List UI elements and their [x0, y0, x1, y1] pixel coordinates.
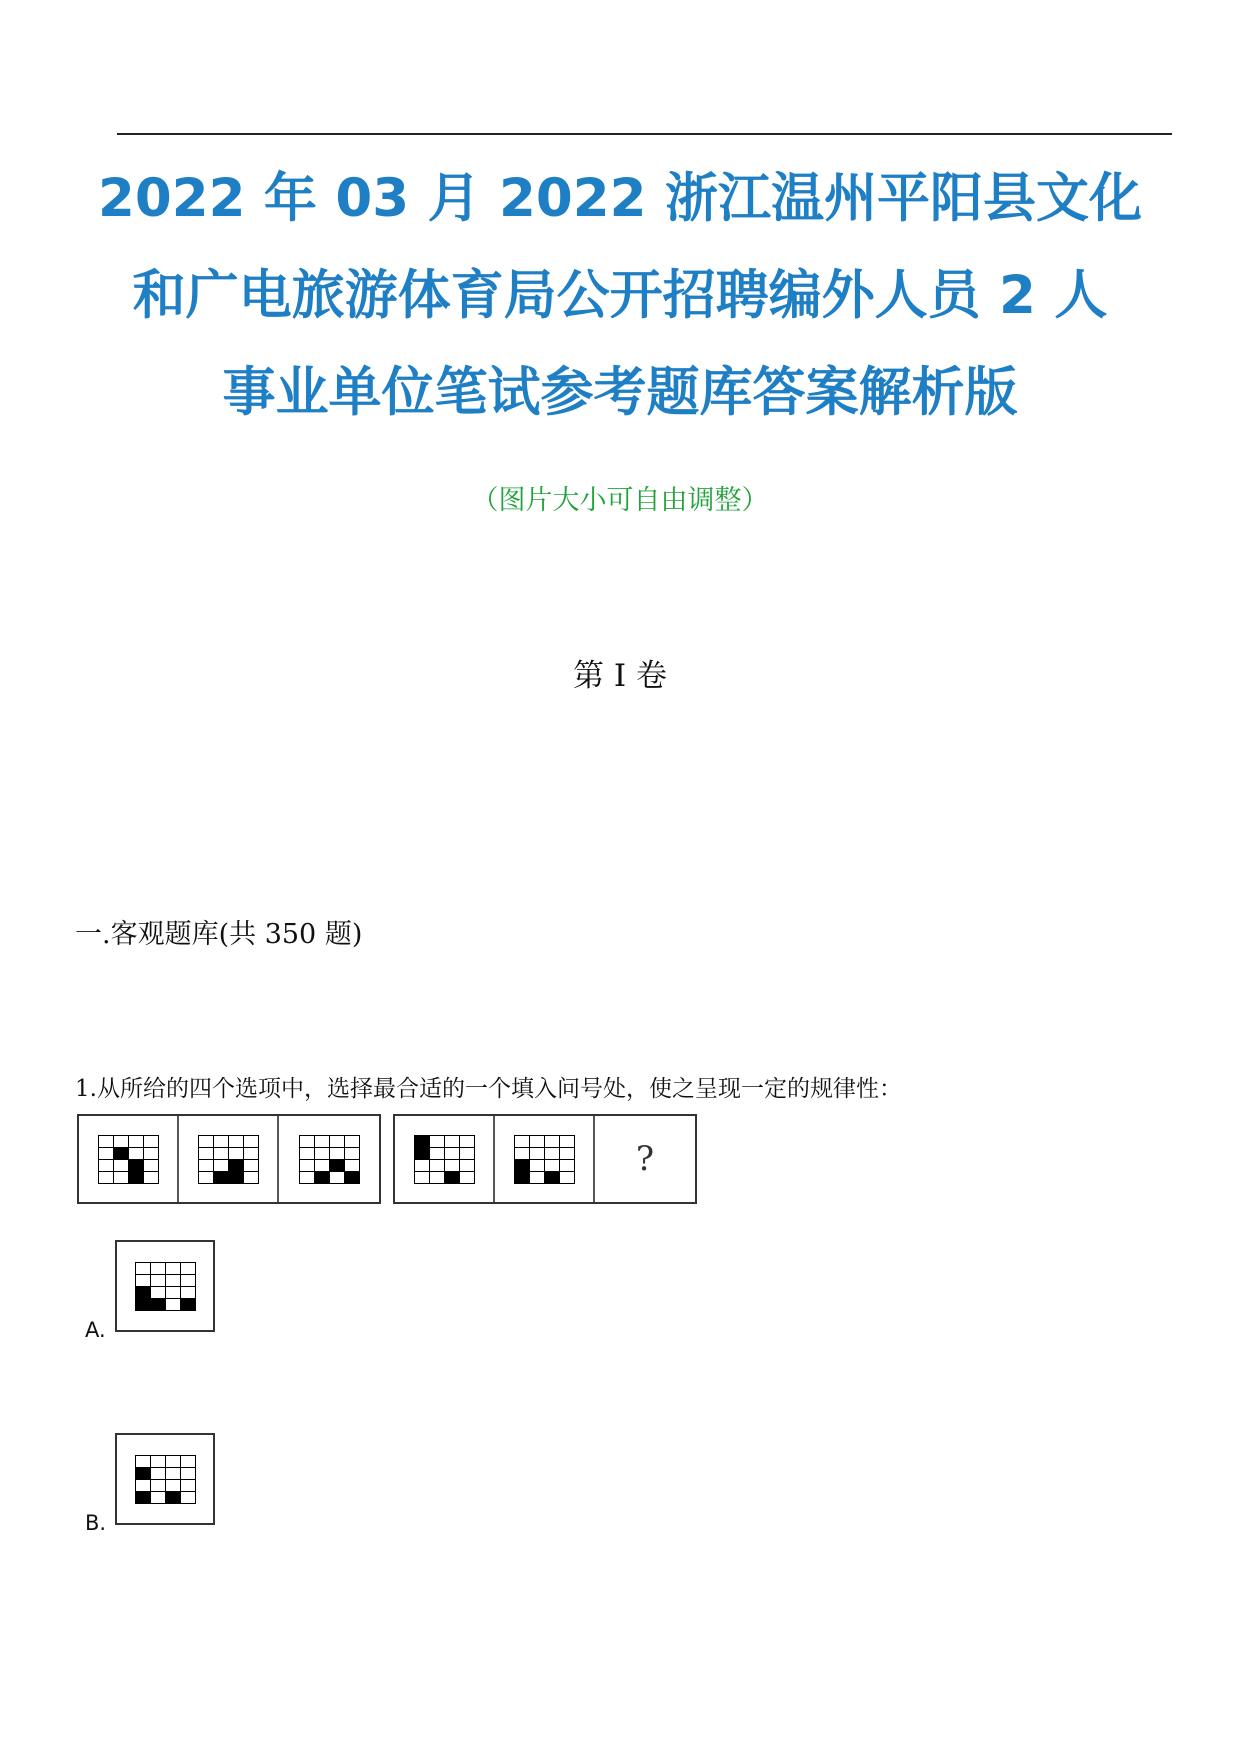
empty-square	[515, 1148, 530, 1160]
filled-square	[445, 1172, 460, 1184]
empty-square	[199, 1160, 214, 1172]
filled-square	[129, 1172, 144, 1184]
empty-square	[151, 1456, 166, 1468]
filled-square	[415, 1148, 430, 1160]
filled-square	[515, 1172, 530, 1184]
pattern-grid	[299, 1135, 360, 1184]
empty-square	[99, 1160, 114, 1172]
filled-square	[330, 1160, 345, 1172]
empty-square	[560, 1160, 575, 1172]
empty-square	[166, 1275, 181, 1287]
filled-square	[345, 1172, 360, 1184]
empty-square	[345, 1148, 360, 1160]
filled-square	[136, 1468, 151, 1480]
figure-panel-right	[393, 1114, 697, 1204]
filled-square	[229, 1172, 244, 1184]
section-heading: 一.客观题库(共 350 题)	[75, 919, 363, 950]
empty-square	[460, 1136, 475, 1148]
pattern-grid	[414, 1135, 475, 1184]
empty-square	[345, 1160, 360, 1172]
empty-square	[315, 1160, 330, 1172]
pattern-grid	[135, 1455, 196, 1504]
empty-square	[151, 1492, 166, 1504]
empty-square	[114, 1172, 129, 1184]
pattern-grid	[198, 1135, 259, 1184]
empty-square	[144, 1160, 159, 1172]
empty-square	[99, 1172, 114, 1184]
option-label: B.	[85, 1511, 107, 1535]
empty-square	[315, 1136, 330, 1148]
empty-square	[181, 1492, 196, 1504]
empty-square	[530, 1172, 545, 1184]
empty-square	[430, 1148, 445, 1160]
filled-square	[151, 1299, 166, 1311]
question-mark: ?	[635, 1139, 655, 1179]
empty-square	[181, 1287, 196, 1299]
unknown-cell	[595, 1116, 695, 1202]
empty-square	[530, 1136, 545, 1148]
empty-square	[144, 1172, 159, 1184]
empty-square	[430, 1160, 445, 1172]
top-rule	[117, 133, 1172, 135]
empty-square	[445, 1160, 460, 1172]
empty-square	[166, 1468, 181, 1480]
filled-square	[166, 1492, 181, 1504]
empty-square	[99, 1148, 114, 1160]
empty-square	[300, 1136, 315, 1148]
empty-square	[430, 1172, 445, 1184]
empty-square	[151, 1263, 166, 1275]
empty-square	[415, 1172, 430, 1184]
empty-square	[151, 1287, 166, 1299]
empty-square	[560, 1148, 575, 1160]
figure-cell	[395, 1116, 495, 1202]
empty-square	[300, 1160, 315, 1172]
empty-square	[144, 1148, 159, 1160]
empty-square	[244, 1172, 259, 1184]
empty-square	[181, 1480, 196, 1492]
empty-square	[181, 1468, 196, 1480]
empty-square	[181, 1456, 196, 1468]
empty-square	[199, 1136, 214, 1148]
empty-square	[214, 1136, 229, 1148]
empty-square	[166, 1456, 181, 1468]
empty-square	[415, 1160, 430, 1172]
pattern-grid	[514, 1135, 575, 1184]
empty-square	[166, 1263, 181, 1275]
empty-square	[300, 1172, 315, 1184]
pattern-grid	[98, 1135, 159, 1184]
filled-square	[229, 1160, 244, 1172]
filled-square	[545, 1172, 560, 1184]
empty-square	[545, 1160, 560, 1172]
empty-square	[315, 1148, 330, 1160]
empty-square	[300, 1148, 315, 1160]
option-figure[interactable]	[115, 1433, 215, 1525]
empty-square	[151, 1275, 166, 1287]
empty-square	[199, 1148, 214, 1160]
empty-square	[151, 1468, 166, 1480]
empty-square	[136, 1480, 151, 1492]
empty-square	[545, 1136, 560, 1148]
figure-cell	[179, 1116, 279, 1202]
empty-square	[345, 1136, 360, 1148]
empty-square	[136, 1275, 151, 1287]
empty-square	[430, 1136, 445, 1148]
figure-cell	[79, 1116, 179, 1202]
empty-square	[330, 1148, 345, 1160]
empty-square	[460, 1160, 475, 1172]
filled-square	[315, 1172, 330, 1184]
empty-square	[460, 1148, 475, 1160]
option-label: A.	[85, 1318, 106, 1342]
empty-square	[560, 1172, 575, 1184]
filled-square	[114, 1148, 129, 1160]
filled-square	[214, 1172, 229, 1184]
filled-square	[515, 1160, 530, 1172]
empty-square	[330, 1172, 345, 1184]
filled-square	[136, 1287, 151, 1299]
empty-square	[445, 1136, 460, 1148]
filled-square	[136, 1492, 151, 1504]
filled-square	[129, 1160, 144, 1172]
volume-label: 第 I 卷	[573, 658, 667, 694]
empty-square	[181, 1263, 196, 1275]
empty-square	[530, 1160, 545, 1172]
filled-square	[181, 1299, 196, 1311]
empty-square	[545, 1148, 560, 1160]
subtitle: （图片大小可自由调整）	[471, 485, 769, 516]
empty-square	[166, 1299, 181, 1311]
empty-square	[530, 1148, 545, 1160]
figure-cell	[495, 1116, 595, 1202]
empty-square	[136, 1263, 151, 1275]
empty-square	[330, 1136, 345, 1148]
empty-square	[114, 1136, 129, 1148]
question-text: 1.从所给的四个选项中，选择最合适的一个填入问号处，使之呈现一定的规律性：	[75, 1076, 902, 1102]
empty-square	[560, 1136, 575, 1148]
pattern-grid	[135, 1262, 196, 1311]
empty-square	[460, 1172, 475, 1184]
empty-square	[244, 1148, 259, 1160]
empty-square	[445, 1148, 460, 1160]
document-title	[70, 150, 1170, 441]
empty-square	[214, 1148, 229, 1160]
title-line-3: 事业单位笔试参考题库答案解析版	[222, 362, 1018, 423]
empty-square	[244, 1160, 259, 1172]
filled-square	[136, 1299, 151, 1311]
empty-square	[214, 1160, 229, 1172]
empty-square	[129, 1136, 144, 1148]
title-line-2: 和广电旅游体育局公开招聘编外人员 2 人	[132, 265, 1108, 326]
empty-square	[129, 1148, 144, 1160]
empty-square	[166, 1480, 181, 1492]
title-line-1: 2022 年 03 月 2022 浙江温州平阳县文化	[97, 168, 1143, 229]
filled-square	[415, 1136, 430, 1148]
empty-square	[99, 1136, 114, 1148]
empty-square	[144, 1136, 159, 1148]
figure-panel-left	[77, 1114, 381, 1204]
empty-square	[166, 1287, 181, 1299]
empty-square	[181, 1275, 196, 1287]
empty-square	[244, 1136, 259, 1148]
empty-square	[515, 1136, 530, 1148]
empty-square	[136, 1456, 151, 1468]
figure-cell	[279, 1116, 379, 1202]
empty-square	[199, 1172, 214, 1184]
option-figure[interactable]	[115, 1240, 215, 1332]
empty-square	[229, 1136, 244, 1148]
empty-square	[151, 1480, 166, 1492]
empty-square	[114, 1160, 129, 1172]
empty-square	[229, 1148, 244, 1160]
